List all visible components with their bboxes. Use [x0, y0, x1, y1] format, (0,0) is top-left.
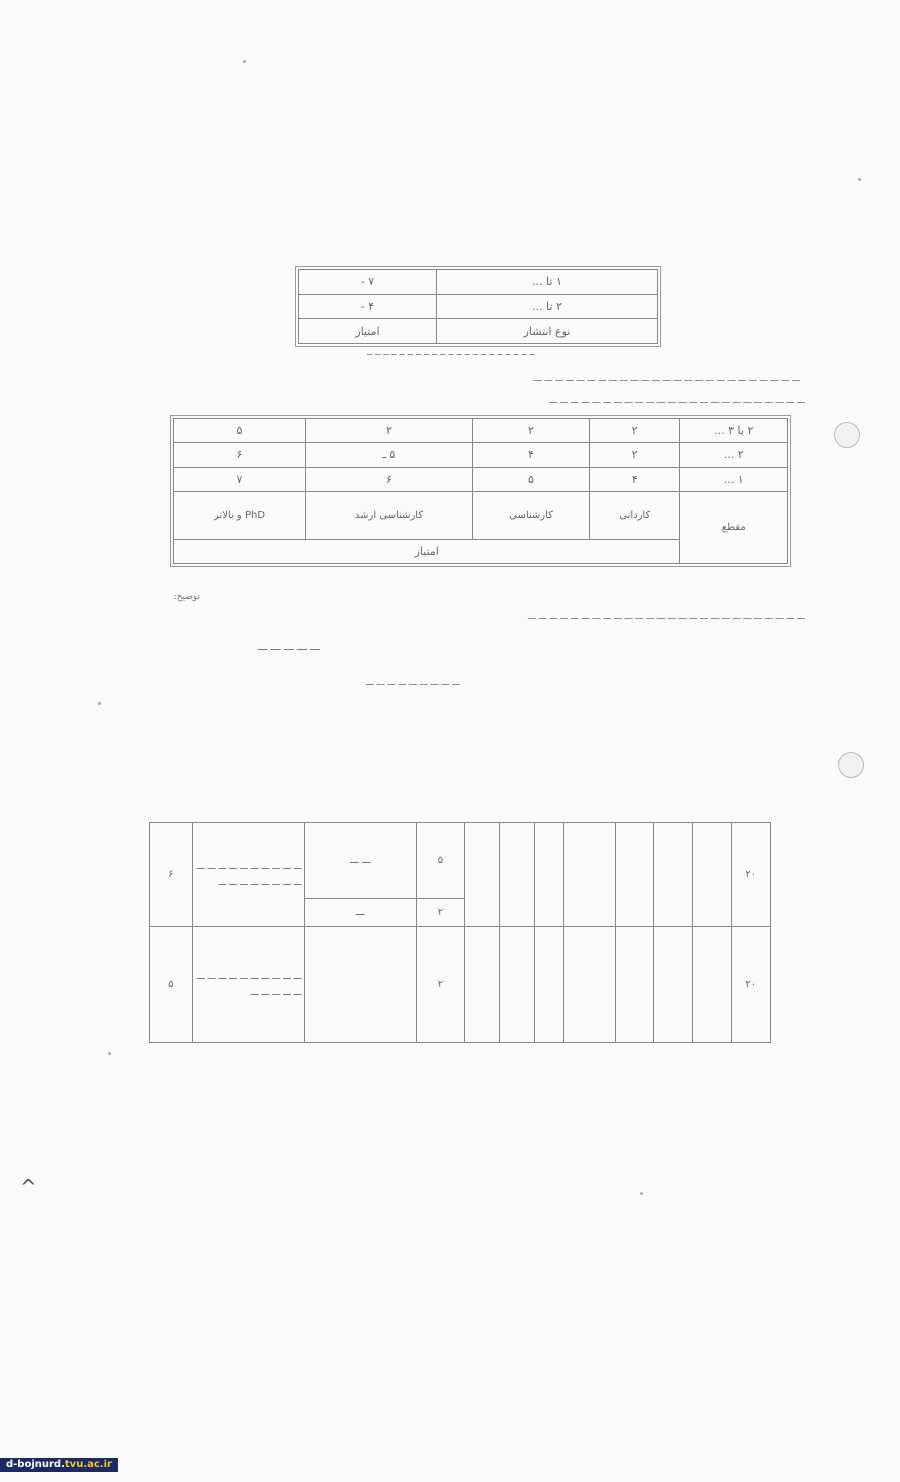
table-row	[299, 294, 658, 319]
table-cell: امتیاز	[299, 319, 437, 344]
table-cell: ۲	[589, 443, 680, 467]
description-text: ـــ ـــ ـــ ـــ ـــ ـــ ـــ ـــ ـــ ـــ ـــ ـــ ـــ ـــ ـــ	[196, 971, 302, 998]
empty-cell	[499, 927, 534, 1043]
activity-table	[149, 822, 771, 1043]
table-row	[150, 927, 771, 1043]
sub-label-cell: ـــ ـــ	[304, 823, 416, 899]
table-row	[150, 823, 771, 899]
column-header-cell: کارشناسی	[473, 491, 590, 539]
table-row	[299, 319, 658, 344]
text-line: ــ ــ ــ ــ ــ ــ ــ ــ ــ ــ ــ ــ ــ ــ ــ ــ ــ ــ ــ ــ ــ	[367, 348, 535, 358]
scan-speck	[640, 1192, 643, 1195]
empty-cell	[692, 927, 731, 1043]
table-row	[174, 467, 788, 491]
table-cell: ۵	[473, 467, 590, 491]
index-cell: ۶	[150, 823, 193, 927]
description-cell	[192, 823, 304, 927]
table-cell: ۱ ...	[680, 467, 788, 491]
text-line: ـــ ـــ ـــ ـــ ـــ ـــ ـــ ـــ ـــ ـــ ـــ ـــ ـــ ـــ ـــ ـــ ـــ ـــ ـــ ـــ ـــ ـــ ـــ ـــ	[549, 396, 805, 406]
table-cell: ۲ ...	[680, 443, 788, 467]
row-header-cell: مقطع	[680, 491, 788, 563]
table-cell: نوع انتشار	[436, 319, 657, 344]
scan-speck	[98, 702, 101, 705]
sub-value-cell: ۵	[416, 823, 464, 899]
table-cell: ۱ تا ...	[436, 270, 657, 295]
empty-cell	[654, 927, 693, 1043]
punch-hole	[838, 752, 864, 778]
empty-cell	[304, 927, 416, 1043]
watermark-accent: tvu.ac.ir	[64, 1459, 112, 1470]
column-header-cell: PhD و بالاتر	[174, 491, 306, 539]
value-cell: ۲	[416, 927, 464, 1043]
scan-speck	[108, 1052, 111, 1055]
empty-cell	[534, 927, 563, 1043]
column-header-cell: کارشناسی ارشد	[305, 491, 472, 539]
note-line: ـــ ـــ ـــ ـــ ـــ ـــ ـــ ـــ ـــ ـــ ـــ ـــ ـــ ـــ ـــ ـــ ـــ ـــ ـــ ـــ ـــ ـــ ـــ ـــ ـــ ـــ	[527, 612, 805, 622]
text-line: ـــ ـــ ـــ ـــ ـــ ـــ ـــ ـــ ـــ	[365, 678, 460, 688]
degree-score-table	[173, 418, 788, 564]
scan-speck	[858, 178, 861, 181]
table-cell: ۵ ـ	[305, 443, 472, 467]
empty-cell	[564, 823, 616, 927]
table-cell: ۴	[589, 467, 680, 491]
table-header-row	[174, 491, 788, 539]
site-watermark	[0, 1458, 118, 1472]
empty-cell	[499, 823, 534, 927]
table-row	[299, 270, 658, 295]
table-cell: ۷ -	[299, 270, 437, 295]
table-cell: ۷	[174, 467, 306, 491]
empty-cell	[692, 823, 731, 927]
index-cell: ۵	[150, 927, 193, 1043]
description-cell	[192, 927, 304, 1043]
table-cell: ۶	[174, 443, 306, 467]
sub-label-cell: ـــ	[304, 899, 416, 927]
empty-cell	[615, 823, 654, 927]
table-cell: ۶	[305, 467, 472, 491]
punch-hole	[834, 422, 860, 448]
table-cell: ۵	[174, 419, 306, 443]
empty-cell	[465, 927, 500, 1043]
page-number: ^	[20, 1175, 37, 1199]
table-row	[174, 443, 788, 467]
scan-speck	[243, 60, 246, 63]
header-label-cell: امتیاز	[174, 539, 680, 563]
publication-score-table	[298, 269, 658, 344]
number-cell: ۲۰	[731, 823, 770, 927]
empty-cell	[654, 823, 693, 927]
table-cell: ۴	[473, 443, 590, 467]
table-cell: ۲ یا ۳ ...	[680, 419, 788, 443]
table-cell: ۲	[589, 419, 680, 443]
empty-cell	[615, 927, 654, 1043]
note-label: توضیح:	[173, 592, 200, 602]
empty-cell	[564, 927, 616, 1043]
sub-value-cell: ۲	[416, 899, 464, 927]
empty-cell	[534, 823, 563, 927]
section-heading: ـــ ـــ ـــ ـــ ـــ	[257, 640, 320, 653]
number-cell: ۲۰	[731, 927, 770, 1043]
table-cell: ۲	[473, 419, 590, 443]
table-cell: ۲	[305, 419, 472, 443]
description-text: ـــ ـــ ـــ ـــ ـــ ـــ ـــ ـــ ـــ ـــ ـــ ـــ ـــ ـــ ـــ ـــ ـــ ـــ	[196, 861, 302, 888]
table-cell: ۲ تا ...	[436, 294, 657, 319]
table-row	[174, 419, 788, 443]
watermark-domain: d-bojnurd.	[6, 1459, 65, 1470]
column-header-cell: کاردانی	[589, 491, 680, 539]
empty-cell	[465, 823, 500, 927]
table-cell: ۴ -	[299, 294, 437, 319]
text-line: ـــ ـــ ـــ ـــ ـــ ـــ ـــ ـــ ـــ ـــ ـــ ـــ ـــ ـــ ـــ ـــ ـــ ـــ ـــ ـــ ـــ ـــ ـــ ـــ ـــ	[533, 374, 800, 384]
